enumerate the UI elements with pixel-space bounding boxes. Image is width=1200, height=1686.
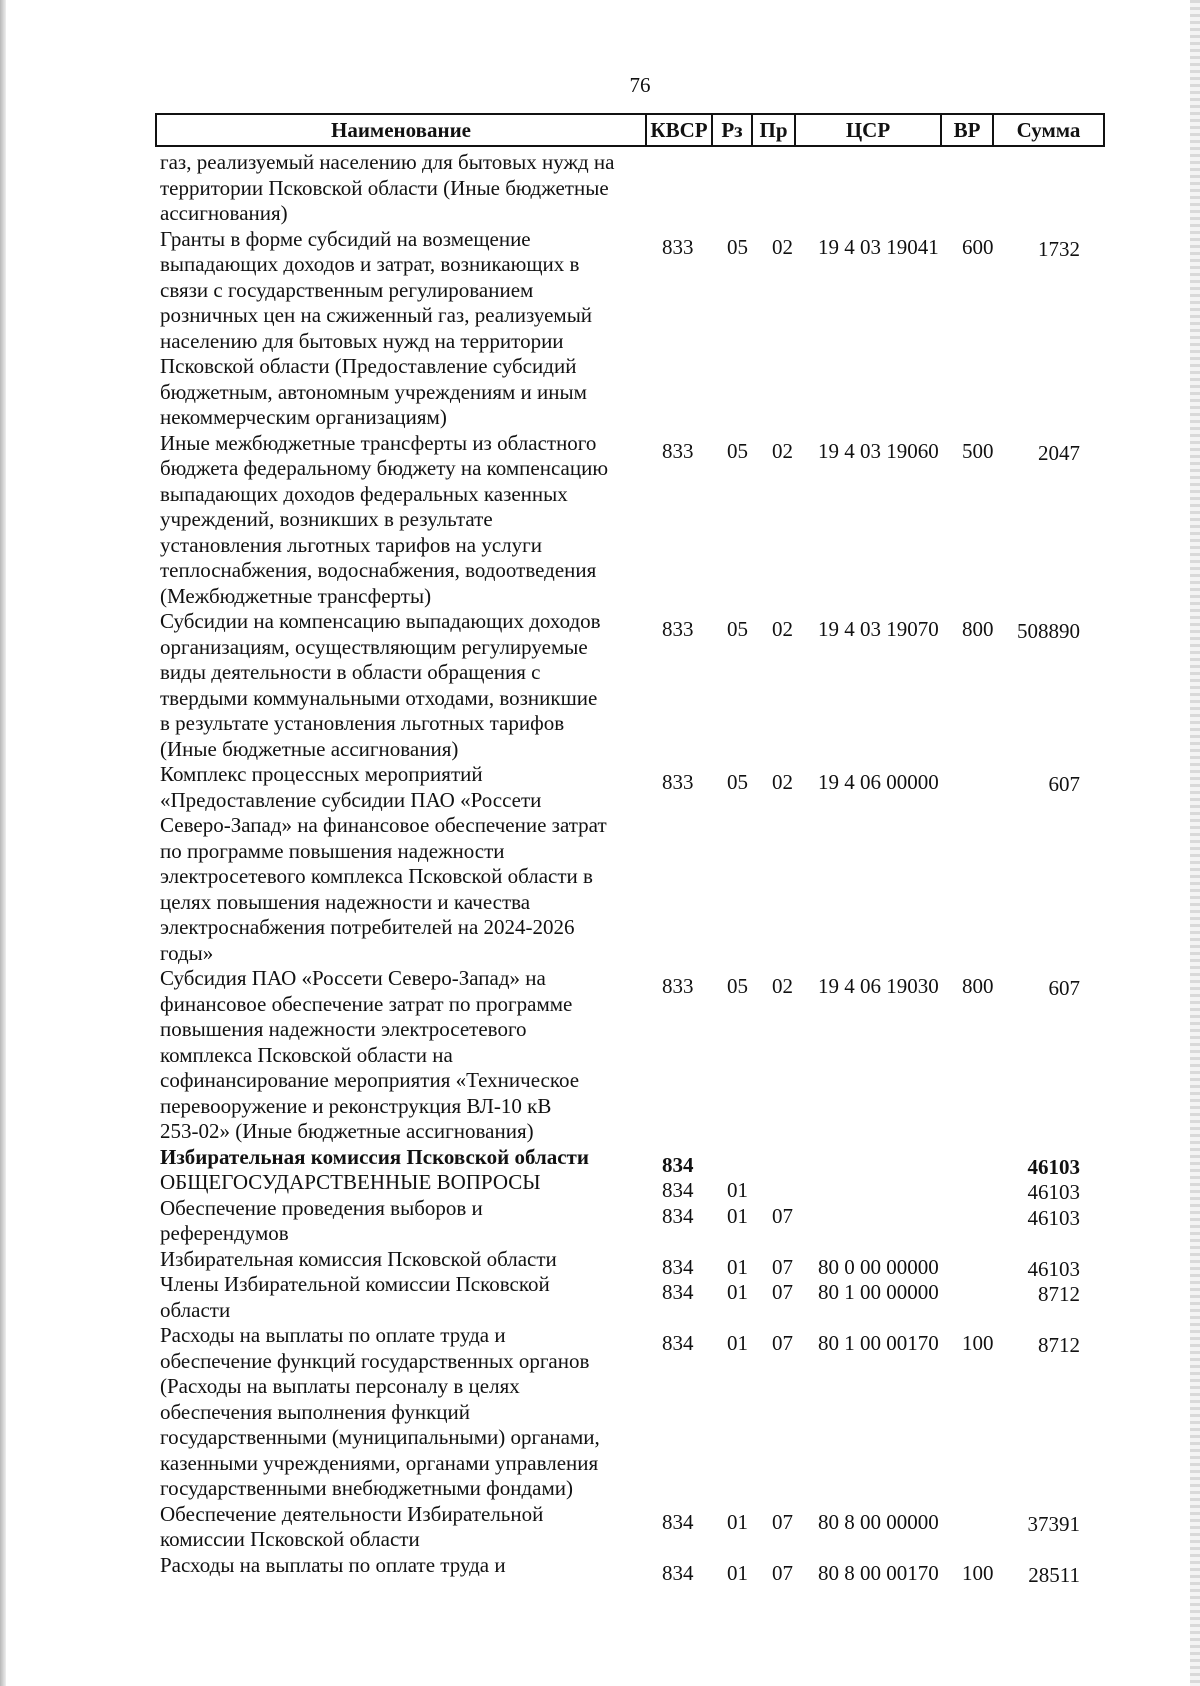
table-row (160, 227, 1100, 431)
row-name-line: населению для бытовых нужд на территории (160, 328, 564, 353)
row-vr: 100 (962, 1560, 994, 1585)
row-rz: 05 (727, 234, 748, 259)
row-pr: 07 (772, 1280, 793, 1304)
row-rz: 01 (727, 1331, 748, 1355)
table-row (160, 1246, 1100, 1281)
row-name-line: референдумов (160, 1221, 289, 1245)
row-csr: 19 4 06 00000 (818, 770, 939, 794)
row-pr: 02 (772, 770, 793, 794)
row-sum: 37391 (1027, 1511, 1080, 1536)
row-kvsr: 833 (662, 974, 694, 998)
row-rz: 01 (727, 1178, 748, 1202)
row-rz: 01 (727, 1280, 748, 1304)
row-name-line: Обеспечение деятельности Избирательной (160, 1501, 544, 1526)
row-name-line: Иные межбюджетные трансферты из областного (160, 430, 597, 455)
row-name-line: финансовое обеспечение затрат по программе (160, 991, 573, 1016)
row-rz: 05 (727, 974, 748, 998)
header-pr: Пр (753, 115, 796, 145)
row-csr: 19 4 03 19060 (818, 438, 939, 463)
row-name (160, 762, 648, 966)
row-sum: 607 (1048, 976, 1080, 1000)
row-name-line: обеспечение функций государственных органов (160, 1348, 590, 1373)
row-name-line: (Расходы на выплаты персоналу в целях (160, 1374, 520, 1398)
row-name-line: бюджетным, автономным учреждениям и иным (160, 379, 587, 404)
row-name-line: связи с государственным регулированием (160, 277, 534, 302)
row-name-line: Субсидии на компенсацию выпадающих доходов (160, 609, 601, 633)
row-kvsr: 834 (662, 1254, 694, 1279)
row-name (160, 150, 648, 227)
header-csr: ЦСР (796, 115, 942, 145)
row-name-line: Избирательная комиссия Псковской области (160, 1144, 589, 1169)
row-name (160, 431, 648, 610)
table-row (160, 1196, 1100, 1247)
page-number: 76 (629, 73, 651, 97)
row-csr: 80 1 00 00000 (818, 1280, 939, 1304)
row-sum: 508890 (1017, 619, 1080, 643)
row-vr: 800 (962, 974, 994, 998)
row-name-line: 253-02» (Иные бюджетные ассигнования) (160, 1119, 534, 1143)
row-name-line: Члены Избирательной комиссии Псковской (160, 1272, 550, 1296)
row-name-line: Расходы на выплаты по оплате труда и (160, 1552, 506, 1577)
row-name (160, 1170, 648, 1196)
row-name-line: территории Псковской области (Иные бюджетные (160, 175, 609, 200)
row-name-line: перевооружение и реконструкция ВЛ-10 кВ (160, 1093, 552, 1118)
row-csr: 19 4 06 19030 (818, 974, 939, 998)
table-row (160, 1144, 1100, 1179)
row-name-line: Избирательная комиссия Псковской области (160, 1246, 557, 1271)
row-kvsr: 833 (662, 234, 694, 259)
row-name-line: повышения надежности электросетевого (160, 1017, 527, 1041)
row-pr: 02 (772, 974, 793, 998)
row-name (160, 966, 648, 1145)
header-kvsr: КВСР (647, 115, 713, 145)
row-name-line: (Иные бюджетные ассигнования) (160, 736, 459, 761)
header-name: Наименование (157, 115, 647, 145)
table-row (160, 1323, 1100, 1502)
row-name-line: виды деятельности в области обращения с (160, 660, 541, 684)
row-name (160, 609, 648, 762)
row-name-line: Северо-Запад» на финансовое обеспечение затрат (160, 813, 607, 837)
row-name-line: комплекса Псковской области на (160, 1042, 453, 1067)
header-rz: Рз (713, 115, 753, 145)
row-name-line: теплоснабжения, водоснабжения, водоотведения (160, 558, 597, 582)
row-rz: 01 (727, 1509, 748, 1534)
table-body (160, 150, 1100, 1587)
row-kvsr: 833 (662, 617, 694, 641)
row-sum: 607 (1048, 772, 1080, 796)
row-name (160, 227, 648, 431)
row-name-line: электросетевого комплекса Псковской области в (160, 864, 593, 888)
row-name-line: (Межбюджетные трансферты) (160, 583, 432, 608)
row-name-line: «Предоставление субсидии ПАО «Россети (160, 787, 542, 812)
row-sum: 2047 (1038, 440, 1080, 465)
row-name-line: целях повышения надежности и качества (160, 889, 531, 914)
row-csr: 80 8 00 00170 (818, 1560, 939, 1585)
row-pr: 07 (772, 1560, 793, 1585)
row-vr: 600 (962, 234, 994, 259)
row-name-line: некоммерческим организациям) (160, 405, 447, 429)
row-pr: 02 (772, 617, 793, 641)
row-rz: 01 (727, 1560, 748, 1585)
row-name (160, 1323, 648, 1502)
row-csr: 80 1 00 00170 (818, 1331, 939, 1355)
row-rz: 05 (727, 770, 748, 794)
row-rz: 05 (727, 438, 748, 463)
row-name-line: Субсидия ПАО «Россети Северо-Запад» на (160, 966, 546, 990)
table-header (155, 113, 1105, 147)
row-vr: 500 (962, 438, 994, 463)
row-pr: 02 (772, 438, 793, 463)
row-pr: 07 (772, 1254, 793, 1279)
row-sum: 28511 (1028, 1562, 1080, 1587)
row-kvsr: 833 (662, 770, 694, 794)
table-row (160, 431, 1100, 610)
row-vr: 800 (962, 617, 994, 641)
row-name-line: твердыми коммунальными отходами, возникшие (160, 685, 598, 710)
row-name-line: бюджета федеральному бюджету на компенсацию (160, 456, 609, 480)
row-name-line: Обеспечение проведения выборов и (160, 1195, 483, 1220)
table-row (160, 1552, 1100, 1587)
row-name (160, 1272, 648, 1323)
row-pr: 07 (772, 1331, 793, 1355)
table-row (160, 150, 1100, 227)
row-name-line: Комплекс процессных мероприятий (160, 762, 483, 786)
row-name (160, 1247, 648, 1273)
row-name-line: обеспечения выполнения функций (160, 1399, 471, 1424)
header-sum: Сумма (1016, 118, 1081, 142)
row-kvsr: 834 (662, 1203, 694, 1228)
row-name-line: Расходы на выплаты по оплате труда и (160, 1323, 506, 1347)
table-row (160, 1170, 1100, 1204)
scan-edge-right (1190, 0, 1200, 1686)
row-name-line: комиссии Псковской области (160, 1527, 420, 1551)
row-rz: 01 (727, 1203, 748, 1228)
row-pr: 07 (772, 1509, 793, 1534)
row-sum: 46103 (1027, 1256, 1080, 1281)
row-name (160, 1553, 648, 1579)
row-pr: 02 (772, 234, 793, 259)
row-name-line: электроснабжения потребителей на 2024-2026 (160, 915, 575, 939)
row-name-line: выпадающих доходов и затрат, возникающих в (160, 252, 580, 276)
row-csr: 80 8 00 00000 (818, 1509, 939, 1534)
row-pr: 07 (772, 1203, 793, 1228)
row-name-line: государственными (муниципальными) органами, (160, 1425, 600, 1449)
row-sum: 46103 (1027, 1154, 1080, 1179)
row-name-line: ОБЩЕГОСУДАРСТВЕННЫЕ ВОПРОСЫ (160, 1170, 541, 1194)
row-name-line: Гранты в форме субсидий на возмещение (160, 226, 531, 251)
row-name-line: Псковской области (Предоставление субсидий (160, 354, 577, 378)
row-name (160, 1196, 648, 1247)
table-row (160, 609, 1100, 762)
row-kvsr: 834 (662, 1509, 694, 1534)
row-sum: 8712 (1038, 1282, 1080, 1306)
row-sum: 8712 (1038, 1333, 1080, 1357)
row-name (160, 1145, 648, 1171)
row-csr: 19 4 03 19041 (818, 234, 939, 259)
row-vr: 100 (962, 1331, 994, 1355)
row-name-line: государственными внебюджетными фондами) (160, 1476, 574, 1500)
row-name-line: в результате установления льготных тарифов (160, 711, 565, 735)
row-name-line: установления льготных тарифов на услуги (160, 532, 543, 557)
row-name-line: ассигнования) (160, 201, 288, 225)
row-kvsr: 834 (662, 1280, 694, 1304)
table-row (160, 966, 1100, 1145)
row-sum: 1732 (1038, 236, 1080, 261)
row-csr: 80 0 00 00000 (818, 1254, 939, 1279)
row-sum: 46103 (1027, 1180, 1080, 1204)
row-name-line: выпадающих доходов федеральных казенных (160, 481, 568, 506)
row-name-line: софинансирование мероприятия «Техническое (160, 1068, 580, 1092)
row-name-line: казенными учреждениями, органами управления (160, 1450, 599, 1475)
table-row (160, 1502, 1100, 1553)
row-rz: 01 (727, 1254, 748, 1279)
row-kvsr: 834 (662, 1152, 694, 1177)
row-rz: 05 (727, 617, 748, 641)
table-row (160, 762, 1100, 966)
row-name-line: газ, реализуемый населению для бытовых нужд на (160, 150, 615, 174)
row-kvsr: 834 (662, 1560, 694, 1585)
header-vr: ВР (942, 115, 994, 145)
scan-edge-left (0, 0, 6, 1686)
row-kvsr: 834 (662, 1178, 694, 1202)
row-name-line: розничных цен на сжиженный газ, реализуемый (160, 303, 593, 327)
row-name-line: организациям, осуществляющим регулируемые (160, 634, 588, 659)
row-kvsr: 834 (662, 1331, 694, 1355)
row-name-line: по программе повышения надежности (160, 838, 505, 863)
row-name (160, 1502, 648, 1553)
row-name-line: области (160, 1297, 231, 1322)
row-csr: 19 4 03 19070 (818, 617, 939, 641)
row-sum: 46103 (1027, 1205, 1080, 1230)
row-kvsr: 833 (662, 438, 694, 463)
row-name-line: учреждений, возникших в результате (160, 507, 493, 531)
row-name-line: годы» (160, 940, 214, 965)
table-row (160, 1272, 1100, 1323)
